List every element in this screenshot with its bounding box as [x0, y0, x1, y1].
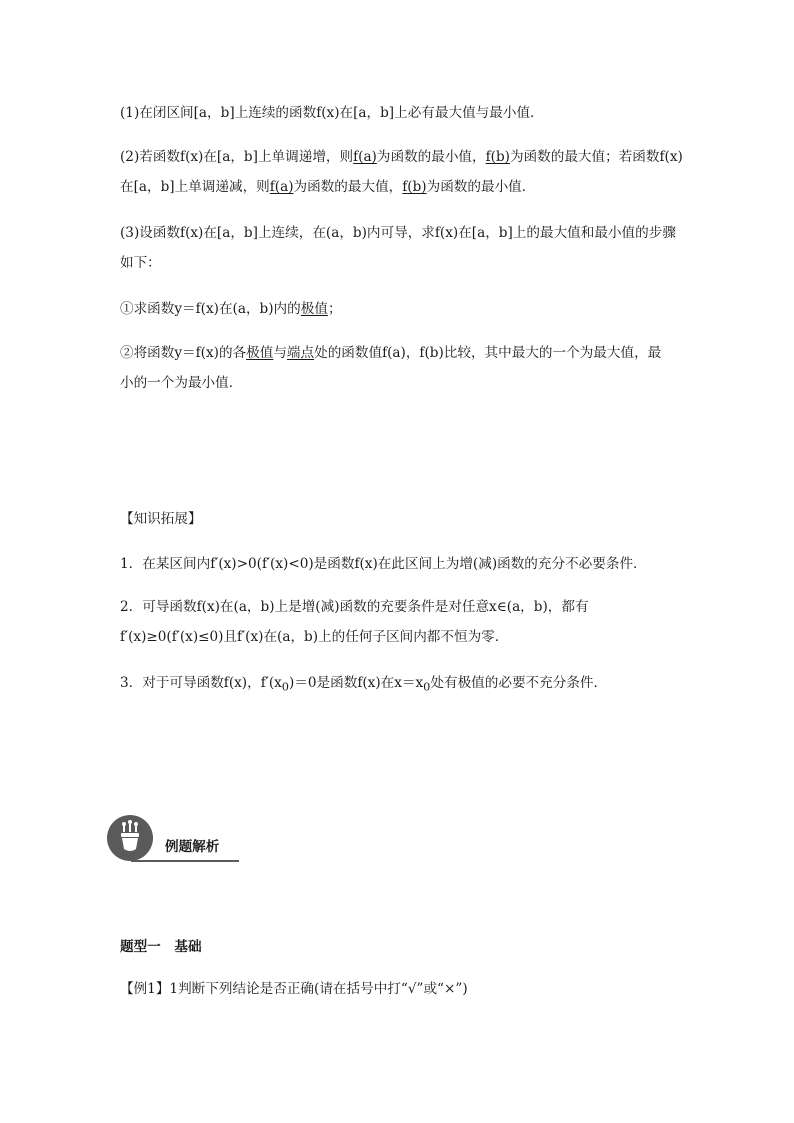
section1-item3-line1: (3)设函数f(x)在[a，b]上连续，在(a，b)内可导，求f(x)在[a，b]上的最大值和最小值的步骤 — [120, 225, 676, 241]
fb-text: f(b) — [402, 179, 427, 195]
example1: 【例1】1判断下列结论是否正确(请在括号中打“√”或“×”) — [120, 981, 468, 997]
divider — [131, 860, 239, 862]
fa-text: f(a) — [353, 149, 377, 165]
section1-item2-line2 — [120, 178, 535, 196]
text: 处的函数值f(a)，f(b)比较，其中最大的一个为最大值，最 — [314, 345, 662, 361]
underlined-term: 极值 — [300, 301, 328, 317]
fa-text: f(a) — [269, 179, 294, 195]
extension-item3 — [120, 674, 607, 696]
lamp-icon — [107, 815, 153, 861]
text: ； — [327, 301, 342, 317]
section1-step2-line2: 小的一个为最小值． — [120, 375, 243, 391]
text: (2)若函数f(x)在[a，b]上单调递增，则 — [120, 149, 354, 165]
text: 为函数的最大值；若函数f(x) — [509, 149, 683, 165]
text: 与 — [273, 345, 287, 361]
text: 为函数的最大值， — [293, 179, 403, 195]
type-heading: 题型一 基础 — [120, 939, 202, 955]
extension-heading: 【知识拓展】 — [120, 511, 202, 527]
underlined-term: 极值 — [246, 345, 274, 361]
text: 为函数的最小值． — [426, 179, 536, 195]
text: )＝0是函数f(x)在x＝x — [289, 675, 424, 691]
extension-item2-line1: 2．可导函数f(x)在(a，b)上是增(减)函数的充要条件是对任意x∈(a，b)，都有 — [120, 599, 589, 615]
text: 为函数的最小值， — [376, 149, 486, 165]
section1-step2-line1 — [120, 344, 661, 362]
section1-item1: (1)在闭区间[a，b]上连续的函数f(x)在[a，b]上必有最大值与最小值． — [120, 105, 544, 121]
text: 3．对于可导函数f(x)，f′(x — [120, 675, 282, 691]
extension-item2-line2: f′(x)≥0(f′(x)≤0)且f′(x)在(a，b)上的任何子区间内都不恒为零． — [120, 629, 509, 645]
text: ②将函数y＝f(x)的各 — [120, 345, 247, 361]
fb-text: f(b) — [485, 149, 510, 165]
badge-label: 例题解析 — [165, 839, 220, 855]
extension-item1: 1．在某区间内f′(x)>0(f′(x)<0)是函数f(x)在此区间上为增(减)函数的充分不必要条件． — [120, 556, 647, 572]
text: ①求函数y＝f(x)在(a，b)内的 — [120, 301, 301, 317]
subscript: 0 — [423, 679, 431, 694]
section1-step1 — [120, 300, 342, 318]
examples-badge — [107, 815, 239, 863]
text: 在[a，b]上单调递减，则 — [120, 179, 270, 195]
section1-item3-line2: 如下： — [120, 255, 161, 271]
section1-item2-line1 — [120, 148, 683, 166]
underlined-term: 端点 — [286, 345, 315, 361]
subscript: 0 — [281, 679, 290, 694]
text: 处有极值的必要不充分条件． — [430, 675, 608, 691]
